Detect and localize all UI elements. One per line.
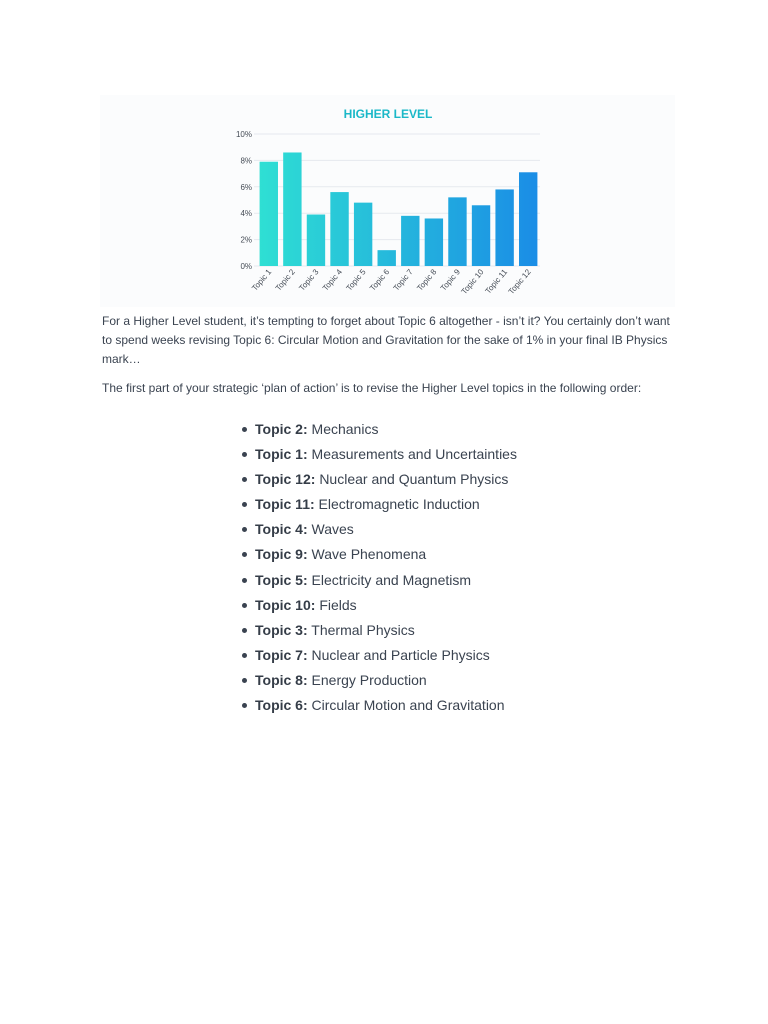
bullet-icon [242,678,247,683]
topic-name: Measurements and Uncertainties [311,446,517,463]
bar [283,152,301,266]
bullet-icon [242,527,247,532]
bullet-icon [242,578,247,583]
bullet-icon [242,427,247,432]
bullet-icon [242,603,247,608]
x-tick-label: Topic 9 [438,267,462,293]
list-item [240,643,517,668]
topic-label: Topic 6: [255,697,308,714]
topic-label: Topic 1: [255,446,308,463]
chart-svg [100,95,675,307]
topic-name: Wave Phenomena [311,546,427,563]
topic-label: Topic 11: [255,496,315,513]
x-tick-label: Topic 10 [459,267,486,297]
x-tick-label: Topic 4 [320,267,345,293]
bar-chart [100,95,675,307]
topic-label: Topic 12: [255,471,316,488]
list-item [240,417,517,442]
topic-name: Nuclear and Particle Physics [311,646,490,663]
bullet-icon [242,477,247,482]
topic-name: Electromagnetic Induction [318,496,480,513]
x-tick-label: Topic 12 [506,267,533,297]
bullet-icon [242,452,247,457]
topic-name: Thermal Physics [311,621,415,638]
bullet-icon [242,703,247,708]
plan-paragraph: The first part of your strategic ‘plan of action’ is to revise the Higher Level topics in the following order: [102,381,642,395]
topic-name: Energy Production [311,671,427,688]
x-tick-label: Topic 11 [483,267,510,296]
y-tick-label: 10% [235,130,252,139]
y-tick-label: 4% [240,209,252,219]
bullet-icon [242,628,247,633]
list-item [240,467,517,492]
y-axis-ticks [236,130,252,271]
x-tick-label: Topic 1 [250,267,274,293]
topic-label: Topic 3: [255,621,308,638]
bar [260,162,278,266]
x-tick-label: Topic 3 [297,267,321,293]
list-item [240,517,517,542]
list-item [240,693,517,718]
y-tick-label: 2% [240,235,252,245]
list-item [240,568,517,593]
topic-name: Fields [319,596,357,613]
x-tick-label: Topic 5 [344,267,368,293]
bar [425,218,443,266]
topic-label: Topic 10: [255,596,316,613]
bullet-icon [242,653,247,658]
list-item [240,542,517,567]
bar [378,250,396,266]
y-tick-label: 0% [240,262,252,271]
topic-label: Topic 8: [255,671,308,688]
bar [519,172,537,266]
topic-label: Topic 4: [255,521,308,538]
x-tick-label: Topic 8 [415,267,439,293]
x-tick-label: Topic 7 [391,267,415,293]
topic-label: Topic 7: [255,646,308,663]
list-item [240,593,517,618]
topic-name: Circular Motion and Gravitation [311,697,505,714]
chart-title: HIGHER LEVEL [343,107,433,121]
topic-name: Nuclear and Quantum Physics [319,471,509,488]
topic-name: Electricity and Magnetism [311,571,472,588]
topic-order-list [240,417,517,718]
list-item [240,442,517,467]
chart-bars [260,152,538,266]
bullet-icon [242,552,247,557]
y-tick-label: 6% [240,182,252,192]
list-item [240,492,517,517]
x-tick-label: Topic 2 [273,267,297,293]
bar [307,215,325,266]
bar [495,189,513,266]
x-axis-ticks [250,267,533,296]
bar [448,197,466,266]
topic-label: Topic 9: [255,546,308,563]
x-tick-label: Topic 6 [368,267,392,293]
topic-label: Topic 2: [255,421,308,437]
topic-name: Mechanics [311,421,379,437]
bullet-icon [242,502,247,507]
bar [354,203,372,266]
bar [401,216,419,266]
bar [330,192,348,266]
bar [472,205,490,266]
intro-paragraph: For a Higher Level student, it’s tempting to forget about Topic 6 altogether - isn’t it? You certainly don’t want to spend weeks revising Topic 6: Circular Motion and Gravitation for the sake of 1% in your final IB Physics mark… [102,314,670,366]
list-item [240,618,517,643]
list-item [240,668,517,693]
topic-label: Topic 5: [255,571,308,588]
topic-name: Waves [311,521,354,538]
y-tick-label: 8% [240,156,252,166]
